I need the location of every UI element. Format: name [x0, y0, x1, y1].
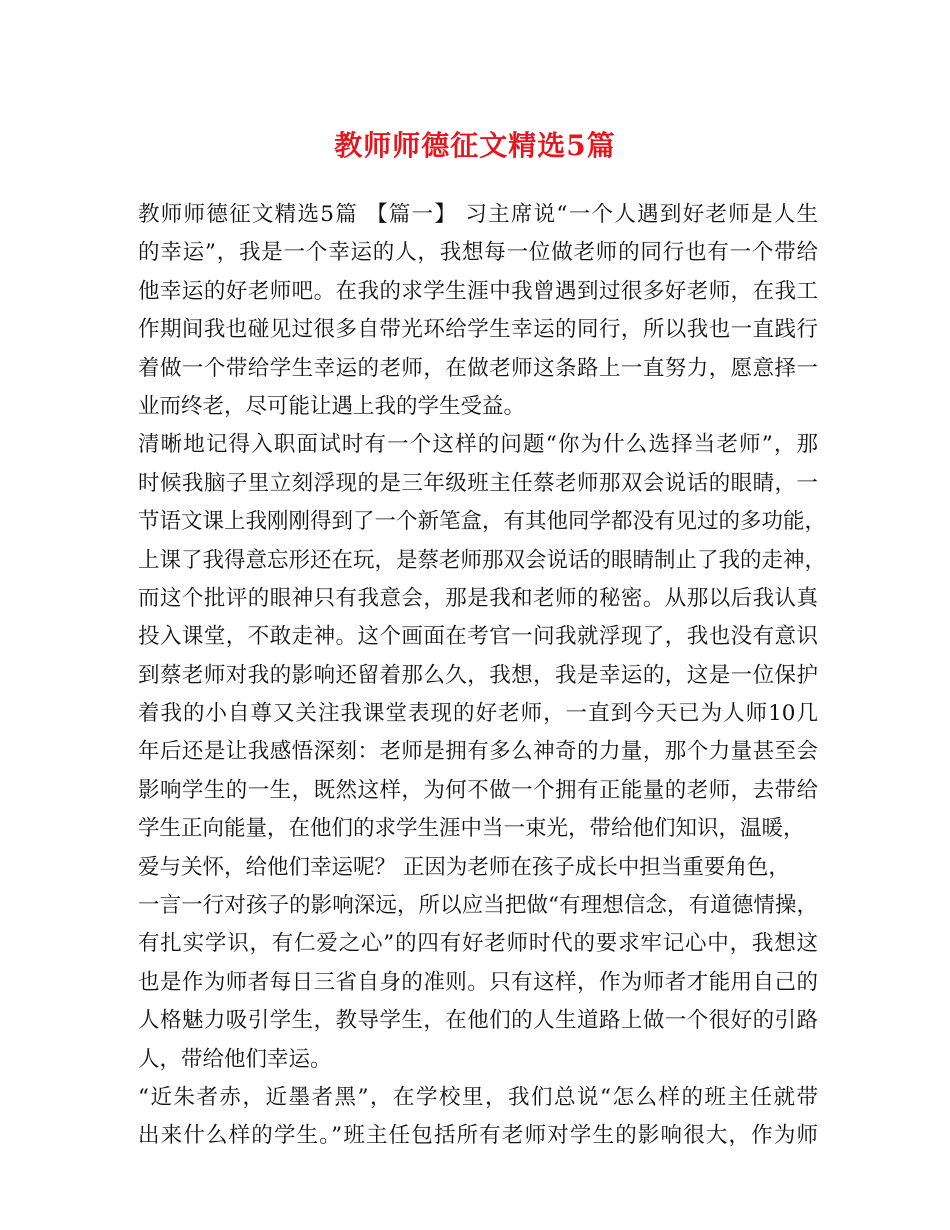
body-line: 的幸运”，我是一个幸运的人，我想每一位做老师的同行也有一个带给: [138, 240, 818, 266]
body-line: 着我的小自尊又关注我课堂表现的好老师，一直到今天已为人师10几: [138, 701, 818, 727]
body-line: 也是作为师者每日三省自身的准则。只有这样，作为师者才能用自己的: [138, 969, 818, 995]
body-line: 年后还是让我感悟深刻：老师是拥有多么神奇的力量，那个力量甚至会: [138, 739, 818, 765]
body-line: 爱与关怀，给他们幸运呢？ 正因为老师在孩子成长中担当重要角色，: [138, 854, 790, 880]
body-line: 人，带给他们幸运。: [138, 1046, 332, 1072]
body-line: 而这个批评的眼神只有我意会，那是我和老师的秘密。从那以后我认真: [138, 585, 818, 611]
body-line: 出来什么样的学生。”班主任包括所有老师对学生的影响很大，作为师: [138, 1123, 818, 1149]
body-line: 时候我脑子里立刻浮现的是三年级班主任蔡老师那双会说话的眼睛，一: [138, 470, 818, 496]
body-line: 清晰地记得入职面试时有一个这样的问题“你为什么选择当老师”，那: [138, 432, 818, 458]
body-line: 着做一个带给学生幸运的老师，在做老师这条路上一直努力，愿意择一: [138, 355, 818, 381]
body-line: 教师师德征文精选5篇 【篇一】 习主席说“一个人遇到好老师是人生: [138, 202, 818, 227]
document-body: [138, 196, 827, 1156]
body-line: 投入课堂，不敢走神。这个画面在考官一问我就浮现了，我也没有意识: [138, 624, 818, 650]
document-title: 教师师德征文精选5篇: [334, 129, 616, 162]
body-line: “近朱者赤，近墨者黑”，在学校里，我们总说“怎么样的班主任就带: [138, 1084, 818, 1110]
body-line: 他幸运的好老师吧。在我的求学生涯中我曾遇到过很多好老师，在我工: [138, 278, 818, 304]
body-line: 到蔡老师对我的影响还留着那么久，我想，我是幸运的，这是一位保护: [138, 662, 818, 688]
body-line: 一言一行对孩子的影响深远，所以应当把做“有理想信念，有道德情操，: [138, 893, 818, 919]
body-line: 节语文课上我刚刚得到了一个新笔盒，有其他同学都没有见过的多功能，: [138, 509, 827, 535]
body-line: 业而终老，尽可能让遇上我的学生受益。: [138, 393, 526, 419]
body-line: 作期间我也碰见过很多自带光环给学生幸运的同行，所以我也一直践行: [138, 317, 818, 343]
body-line: 人格魅力吸引学生，教导学生，在他们的人生道路上做一个很好的引路: [138, 1008, 818, 1034]
body-line: 上课了我得意忘形还在玩，是蔡老师那双会说话的眼睛制止了我的走神，: [138, 547, 827, 573]
body-line: 影响学生的一生，既然这样，为何不做一个拥有正能量的老师，去带给: [138, 777, 818, 803]
body-line: 学生正向能量，在他们的求学生涯中当一束光，带给他们知识，温暖，: [138, 816, 805, 842]
body-line: 有扎实学识，有仁爱之心”的四有好老师时代的要求牢记心中，我想这: [138, 931, 818, 957]
